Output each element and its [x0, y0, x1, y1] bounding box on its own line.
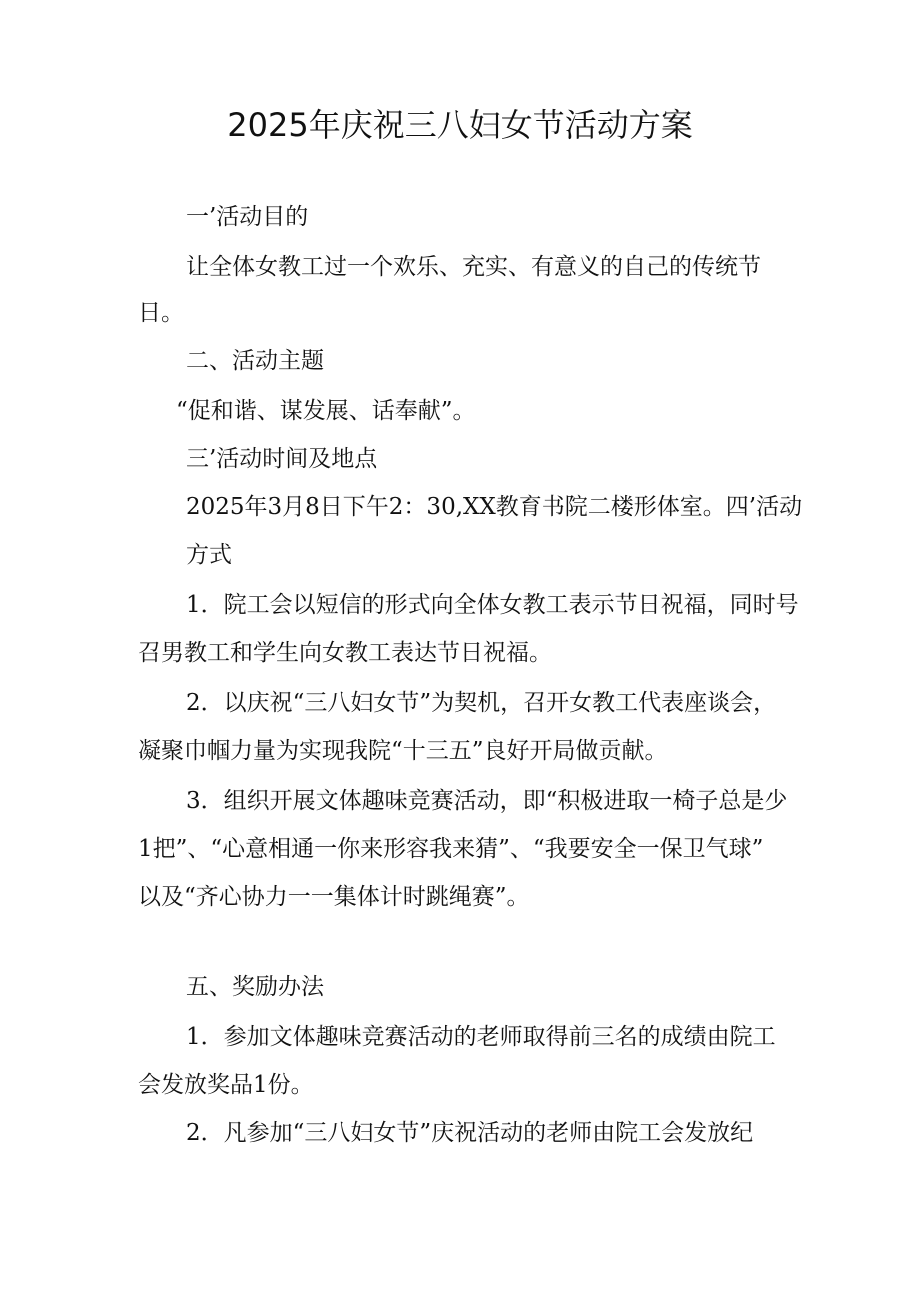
section-heading-time-place: 三’活动时间及地点: [186, 446, 378, 472]
section-heading-methods: 方式: [186, 542, 232, 568]
list-item-line: 2．凡参加“三八妇女节”庆祝活动的老师由院工会发放纪: [186, 1120, 754, 1146]
list-item-line: 召男教工和学生向女教工表达节日祝福。: [138, 640, 552, 666]
list-item-line: 1．院工会以短信的形式向全体女教工表示节日祝福，同时号: [186, 592, 799, 618]
section-heading-theme: 二、活动主题: [186, 348, 324, 374]
paragraph-line: 日。: [138, 300, 184, 326]
list-item-line: 会发放奖品1份。: [138, 1072, 314, 1098]
list-item-line: 1把”、“心意相通一你来形容我来猜”、“我要安全一保卫气球”: [138, 836, 764, 862]
list-item-line: 凝聚巾帼力量为实现我院“十三五”良好开局做贡献。: [138, 738, 668, 764]
document-title: 2025年庆祝三八妇女节活动方案: [227, 106, 693, 144]
section-heading-purpose: 一’活动目的: [186, 204, 309, 230]
section-heading-rewards: 五、奖励办法: [186, 974, 324, 1000]
list-item-line: 3．组织开展文体趣味竞赛活动，即“积极进取一椅子总是少: [186, 788, 788, 814]
paragraph-line: 2025年3月8日下午2：30,XX教育书院二楼形体室。四’活动: [186, 494, 803, 520]
paragraph-line: “促和谐、谋发展、话奉献”。: [176, 398, 476, 424]
list-item-line: 以及“齐心协力一一集体计时跳绳赛”。: [138, 884, 530, 910]
list-item-line: 2．以庆祝“三八妇女节”为契机，召开女教工代表座谈会，: [186, 690, 777, 716]
paragraph-line: 让全体女教工过一个欢乐、充实、有意义的自己的传统节: [186, 254, 761, 280]
list-item-line: 1．参加文体趣味竞赛活动的老师取得前三名的成绩由院工: [186, 1024, 776, 1050]
